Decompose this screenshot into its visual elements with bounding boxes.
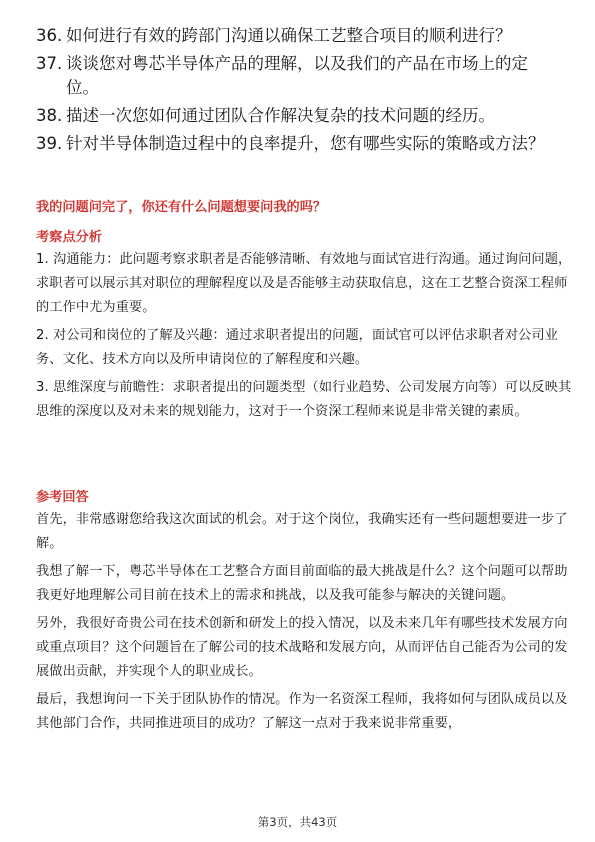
reference-paragraph: 首先，非常感谢您给我这次面试的机会。对于这个岗位，我确实还有一些问题想要进一步了解。 xyxy=(36,512,568,551)
analysis-heading: 考察点分析 xyxy=(36,230,102,245)
reference-heading: 参考回答 xyxy=(36,490,89,505)
reference-paragraph: 另外，我很好奇贵公司在技术创新和研发上的投入情况，以及未来几年有哪些技术发展方向或重点项目？这个问题旨在了解公司的技术战略和发展方向，从而评估自己能否为公司的发展做出贡献，并实现个人的职业成长。 xyxy=(36,616,568,679)
question-text: 如何进行有效的跨部门沟通以确保工艺整合项目的顺利进行？ xyxy=(66,26,512,45)
analysis-paragraph: 3. 思维深度与前瞻性：求职者提出的问题类型（如行业趋势、公司发展方向等）可以反映其思维的深度以及对未来的规划能力，这对于一个资深工程师来说是非常关键的素质。 xyxy=(36,380,572,419)
question-item xyxy=(36,132,556,156)
question-number: 38. xyxy=(36,106,63,125)
question-number: 39. xyxy=(36,134,63,153)
question-item xyxy=(36,52,556,100)
reference-paragraph: 我想了解一下，粤芯半导体在工艺整合方面目前面临的最大挑战是什么？这个问题可以帮助我更好地理解公司目前在技术上的需求和挑战，以及我可能参与解决的关键问题。 xyxy=(36,564,568,603)
analysis-paragraph: 1. 沟通能力：此问题考察求职者是否能够清晰、有效地与面试官进行沟通。通过询问问题，求职者可以展示其对职位的理解程度以及是否能够主动获取信息，这在工艺整合资深工程师的工作中尤为重要。 xyxy=(36,252,572,315)
reference-section xyxy=(36,488,572,740)
analysis-section xyxy=(36,228,572,428)
question-text: 谈谈您对粤芯半导体产品的理解，以及我们的产品在市场上的定位。 xyxy=(66,54,528,97)
question-item xyxy=(36,24,556,48)
page-footer: 第3页，共43页 xyxy=(257,815,338,829)
question-number: 37. xyxy=(36,54,63,73)
reference-paragraph: 最后，我想询问一下关于团队协作的情况。作为一名资深工程师，我将如何与团队成员以及其他部门合作，共同推进项目的成功？了解这一点对于我来说非常重要， xyxy=(36,692,568,731)
question-item xyxy=(36,104,556,128)
main-question-heading: 我的问题问完了，你还有什么问题想要问我的吗？ xyxy=(36,200,327,215)
question-text: 描述一次您如何通过团队合作解决复杂的技术问题的经历。 xyxy=(66,106,495,125)
analysis-paragraph: 2. 对公司和岗位的了解及兴趣：通过求职者提出的问题，面试官可以评估求职者对公司业务、文化、技术方向以及所申请岗位的了解程度和兴趣。 xyxy=(36,328,558,367)
question-text: 针对半导体制造过程中的良率提升，您有哪些实际的策略或方法？ xyxy=(66,134,545,153)
question-list xyxy=(36,24,556,160)
question-number: 36. xyxy=(36,26,63,45)
